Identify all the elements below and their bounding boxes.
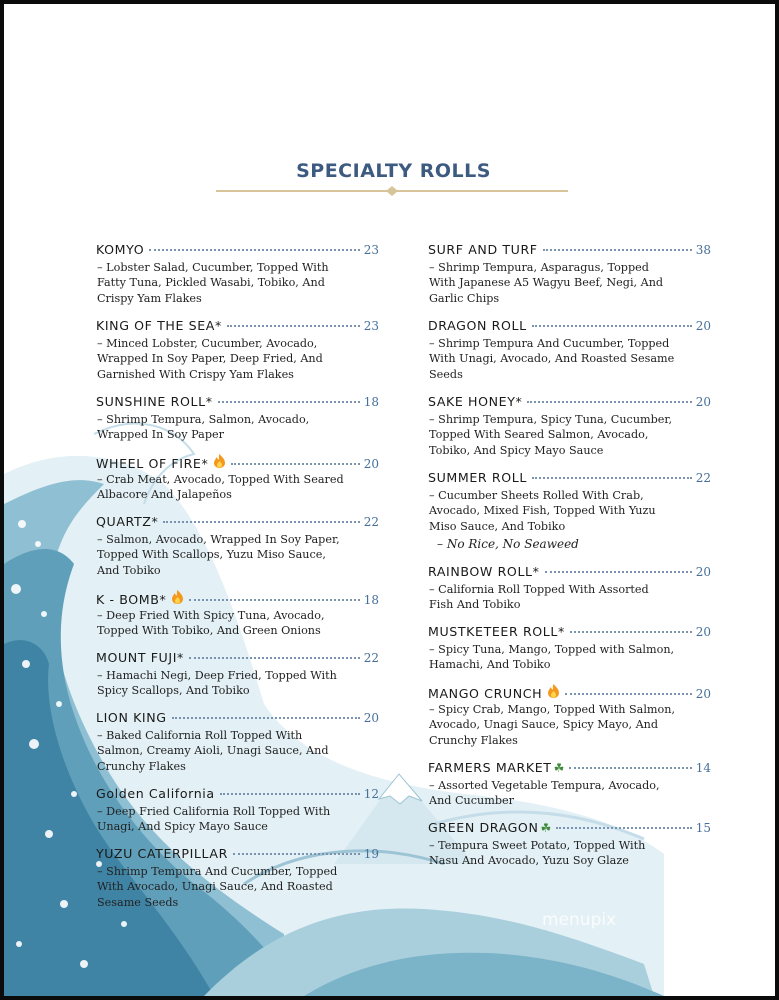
menu-item-description-line: Wrapped In Soy Paper: [97, 428, 224, 442]
menu-item: [96, 318, 379, 383]
menu-item-description-line: Seeds: [429, 367, 463, 381]
menu-item-description-line: And Tobiko: [97, 563, 161, 577]
menu-item-description-line: – Hamachi Negi, Deep Fried, Topped With: [97, 669, 337, 682]
menu-item: [96, 394, 379, 444]
title-divider: [216, 186, 568, 196]
menu-item-name: KING OF THE SEA*: [96, 318, 222, 333]
menu-item-name: MUSTKETEER ROLL*: [428, 624, 565, 639]
dot-leader: [149, 249, 359, 251]
menu-item-price: 22: [363, 651, 379, 665]
menu-item-description-line: With Avocado, Unagi Sauce, And Roasted: [97, 880, 333, 894]
dot-leader: [163, 521, 359, 523]
dot-leader: [227, 325, 360, 327]
menu-item-price: 15: [695, 821, 711, 835]
menu-item: [428, 684, 711, 749]
menu-item-description-line: Fatty Tuna, Pickled Wasabi, Tobiko, And: [97, 276, 325, 290]
menu-item-description-line: Nasu And Avocado, Yuzu Soy Glaze: [429, 854, 629, 868]
dot-leader: [556, 827, 691, 829]
menu-item-name: MOUNT FUJI*: [96, 650, 184, 665]
menu-item-description-line: – Shrimp Tempura, Spicy Tuna, Cucumber,: [429, 413, 673, 426]
dot-leader: [565, 693, 691, 695]
menu-item: [428, 394, 711, 459]
menu-item-price: 22: [695, 471, 711, 485]
menu-item-description-line: With Japanese A5 Wagyu Beef, Negi, And: [429, 276, 664, 290]
menu-item-header: [428, 820, 711, 839]
menu-item-name: LION KING: [96, 710, 167, 725]
menu-item-header: [96, 394, 379, 413]
menu-item: [96, 846, 379, 911]
menu-item-header: [96, 242, 379, 261]
menu-item-name: KOMYO: [96, 242, 145, 257]
menu-item-price: 12: [363, 787, 379, 801]
menu-item-header: [96, 514, 379, 533]
menu-item-name: FARMERS MARKET: [428, 760, 552, 775]
menu-item-price: 20: [363, 711, 379, 725]
menu-item: [428, 820, 711, 870]
menu-item-description-line: Miso Sauce, And Tobiko: [429, 519, 566, 533]
menu-item-description-line: Salmon, Creamy Aioli, Unagi Sauce, And: [97, 744, 329, 758]
menu-item: [96, 786, 379, 836]
menu-item-name: MANGO CRUNCH: [428, 686, 543, 701]
menu-item-description-line: Garnished With Crispy Yam Flakes: [97, 367, 294, 381]
menu-item-header: [428, 394, 711, 413]
menu-item: [96, 242, 379, 307]
menu-item-price: 23: [363, 243, 379, 257]
menu-item-header: [428, 624, 711, 643]
dot-leader: [218, 401, 360, 403]
menu-item-price: 38: [695, 243, 711, 257]
menu-item-description-line: – Deep Fried California Roll Topped With: [97, 805, 331, 818]
menu-item-header: [96, 786, 379, 805]
menu-item-price: 18: [363, 593, 379, 607]
menu-item-description-line: Unagi, And Spicy Mayo Sauce: [97, 820, 268, 834]
fire-icon: [213, 454, 226, 468]
menu-item-price: 20: [695, 319, 711, 333]
menu-item-description-line: – Baked California Roll Topped With: [97, 729, 303, 742]
menu-item-description-line: Garlic Chips: [429, 291, 500, 305]
menu-item-name: SURF AND TURF: [428, 242, 538, 257]
menu-item-name: SAKE HONEY*: [428, 394, 523, 409]
menu-item-description-line: Topped With Scallops, Yuzu Miso Sauce,: [97, 548, 326, 562]
menu-item: [96, 590, 379, 640]
dot-leader: [570, 631, 692, 633]
dot-leader: [545, 571, 692, 573]
menu-item-description-line: – Lobster Salad, Cucumber, Topped With: [97, 261, 329, 274]
menu-item-name: K - BOMB*: [96, 592, 167, 607]
menu-item-header: [96, 454, 379, 473]
menu-item-description-line: Albacore And Jalapeños: [97, 488, 232, 502]
dot-leader: [532, 477, 692, 479]
menu-item-name: QUARTZ*: [96, 514, 159, 529]
menu-item-price: 14: [695, 761, 711, 775]
menu-item-price: 20: [695, 687, 711, 701]
menu-item-name: GREEN DRAGON: [428, 820, 539, 835]
dot-leader: [569, 767, 691, 769]
menu-item-description-line: – Crab Meat, Avocado, Topped With Seared: [97, 473, 344, 486]
fire-icon: [171, 590, 184, 604]
menu-item-name: RAINBOW ROLL*: [428, 564, 540, 579]
dot-leader: [527, 401, 691, 403]
menu-item-description-line: Fish And Tobiko: [429, 598, 521, 612]
menu-item-description-line: – Minced Lobster, Cucumber, Avocado,: [97, 337, 318, 350]
menu-item-header: [428, 318, 711, 337]
menu-item-header: [428, 684, 711, 703]
menu-item-description-line: – Assorted Vegetable Tempura, Avocado,: [429, 779, 660, 792]
menu-item-description-line: Crispy Yam Flakes: [97, 291, 202, 305]
menu-item-price: 18: [363, 395, 379, 409]
menu-item-name: SUMMER ROLL: [428, 470, 527, 485]
menu-item-description-line: Avocado, Unagi Sauce, Spicy Mayo, And: [429, 718, 659, 732]
page-title: SPECIALTY ROLLS: [296, 160, 491, 182]
menu-item-description-line: Topped With Tobiko, And Green Onions: [97, 624, 321, 638]
menu-item-header: [96, 846, 379, 865]
dot-leader: [220, 793, 360, 795]
menu-item-description-line: Avocado, Mixed Fish, Topped With Yuzu: [429, 504, 656, 518]
menu-item-description-line: – Salmon, Avocado, Wrapped In Soy Paper,: [97, 533, 340, 546]
menu-item: [96, 514, 379, 579]
menu-item-description-line: Hamachi, And Tobiko: [429, 658, 551, 672]
menu-item: [96, 650, 379, 700]
menu-item-description-line: Wrapped In Soy Paper, Deep Fried, And: [97, 352, 323, 366]
menu-item-price: 20: [695, 395, 711, 409]
dot-leader: [189, 599, 359, 601]
menu-item-description-line: – Cucumber Sheets Rolled With Crab,: [429, 489, 644, 502]
menu-item: [428, 624, 711, 674]
menu-item-name: YUZU CATERPILLAR: [96, 846, 228, 861]
dot-leader: [189, 657, 360, 659]
dot-leader: [532, 325, 692, 327]
watermark: menupix: [542, 910, 617, 930]
menu-item-price: 19: [363, 847, 379, 861]
dot-leader: [231, 463, 359, 465]
menu-item-description-line: And Cucumber: [429, 794, 514, 808]
menu-item-price: 20: [363, 457, 379, 471]
menu-item-name: SUNSHINE ROLL*: [96, 394, 213, 409]
menu-item-description-line: Crunchy Flakes: [429, 733, 518, 747]
menu-item: [96, 710, 379, 775]
dot-leader: [172, 717, 360, 719]
menu-item-price: 20: [695, 625, 711, 639]
menu-item-header: [428, 242, 711, 261]
clover-icon: ☘: [553, 761, 565, 775]
menu-item-description-line: With Unagi, Avocado, And Roasted Sesame: [429, 352, 675, 366]
clover-icon: ☘: [540, 821, 552, 835]
menu-item: [428, 470, 711, 553]
menu-item-header: [96, 590, 379, 609]
menu-item-name: WHEEL OF FIRE*: [96, 456, 209, 471]
menu-item-header: [96, 650, 379, 669]
menu-item-header: [96, 710, 379, 729]
menu-item: [428, 760, 711, 810]
menu-item-header: [428, 470, 711, 489]
fire-icon: [547, 684, 560, 698]
menu-item-description-line: Crunchy Flakes: [97, 759, 186, 773]
menu-item-description-line: – Tempura Sweet Potato, Topped With: [429, 839, 646, 852]
menu-item-header: [96, 318, 379, 337]
menu-item-description-line: – Shrimp Tempura And Cucumber, Topped: [97, 865, 338, 878]
menu-item-price: 20: [695, 565, 711, 579]
menu-item-description-line: – Spicy Crab, Mango, Topped With Salmon,: [429, 703, 676, 716]
menu-item-name: Golden California: [96, 786, 215, 801]
menu-item-header: [428, 564, 711, 583]
dot-leader: [233, 853, 360, 855]
menu-item: [96, 454, 379, 504]
menu-item-description-line: Sesame Seeds: [97, 895, 179, 909]
menu-item-description-line: – Shrimp Tempura, Asparagus, Topped: [429, 261, 649, 274]
menu-item-description-line: Topped With Seared Salmon, Avocado,: [429, 428, 649, 442]
menu-item-name: DRAGON ROLL: [428, 318, 527, 333]
menu-item-header: [428, 760, 711, 779]
menu-item-description-line: – Shrimp Tempura And Cucumber, Topped: [429, 337, 670, 350]
menu-item-description-line: – Shrimp Tempura, Salmon, Avocado,: [97, 413, 310, 426]
dot-leader: [543, 249, 692, 251]
menu-item-description-line: – Deep Fried With Spicy Tuna, Avocado,: [97, 609, 325, 622]
menu-item: [428, 318, 711, 383]
menu-item-note: – No Rice, No Seaweed: [437, 537, 579, 552]
menu-item-description-line: – Spicy Tuna, Mango, Topped with Salmon,: [429, 643, 675, 656]
menu-item-description-line: Tobiko, And Spicy Mayo Sauce: [429, 443, 604, 457]
menu-item-price: 22: [363, 515, 379, 529]
menu-item: [428, 564, 711, 614]
menu-item-description-line: – California Roll Topped With Assorted: [429, 583, 649, 596]
menu-item-description-line: Spicy Scallops, And Tobiko: [97, 684, 250, 698]
menu-item-price: 23: [363, 319, 379, 333]
menu-item: [428, 242, 711, 307]
